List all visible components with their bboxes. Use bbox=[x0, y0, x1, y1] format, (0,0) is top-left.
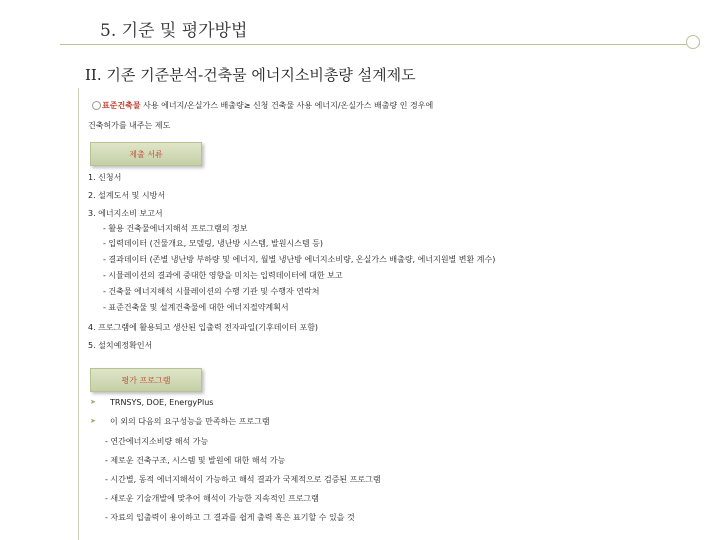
program-line: 이 외의 다음의 요구성능을 만족하는 프로그램 bbox=[110, 417, 270, 426]
intro-line-1 bbox=[102, 100, 433, 111]
doc-subline: - 건축물 에너지해석 시뮬레이션의 수행 기관 및 수행자 연락처 bbox=[103, 287, 320, 296]
intro-lead: 표준건축물 bbox=[102, 101, 141, 110]
program-subline: - 제로운 건축구조, 시스템 및 발원에 대한 해석 가능 bbox=[105, 456, 286, 465]
doc-subline: - 표준건축물 및 설계건축물에 대한 에너지절약계획서 bbox=[103, 303, 289, 312]
documents-heading-box: 제출 서류 bbox=[90, 142, 202, 166]
doc-subline: - 활용 건축물에너지해석 프로그램의 정보 bbox=[103, 224, 248, 233]
doc-line: 4. 프로그램에 활용되고 생산된 입출력 전자파일(기후데이터 포함) bbox=[88, 323, 319, 332]
program-subline: - 연간에너지소비량 해석 가능 bbox=[105, 437, 209, 446]
doc-subline: - 시뮬레이션의 결과에 중대한 영향을 미치는 입력데이터에 대한 보고 bbox=[103, 271, 343, 280]
doc-subline: - 입력데이터 (건물개요, 모델링, 냉난방 시스템, 발원시스템 등) bbox=[103, 239, 324, 248]
doc-line: 2. 설계도서 및 시방서 bbox=[88, 191, 166, 200]
programs-heading-box: 평가 프로그램 bbox=[90, 368, 202, 392]
intro-line-2: 건축허가를 내주는 제도 bbox=[88, 121, 171, 130]
program-line: TRNSYS, DOE, EnergyPlus bbox=[110, 398, 214, 407]
intro-rest: 사용 에너지/온실가스 배출량≥ 신청 건축물 사용 에너지/온실가스 배출량 인 경우에 bbox=[140, 101, 434, 110]
left-vertical-rule bbox=[78, 88, 79, 540]
doc-line: 3. 에너지소비 보고서 bbox=[88, 209, 163, 218]
header-circle-ornament bbox=[686, 35, 700, 49]
bullet-circle-icon bbox=[92, 101, 101, 110]
header-rule bbox=[60, 44, 700, 45]
doc-line: 1. 신청서 bbox=[88, 173, 122, 182]
page-title: 5. 기준 및 평가방법 bbox=[100, 21, 248, 41]
arrow-bullet-icon: ➤ bbox=[90, 417, 96, 425]
program-subline: - 새로운 기술개발에 맞추어 해석이 가능한 지속적인 프로그램 bbox=[105, 494, 319, 503]
program-subline: - 자료의 입출력이 용이하고 그 결과를 쉽게 출력 혹은 표기할 수 있을 것 bbox=[105, 513, 355, 522]
arrow-bullet-icon: ➤ bbox=[90, 398, 96, 406]
section-subtitle: II. 기존 기준분석-건축물 에너지소비총량 설계제도 bbox=[85, 66, 416, 84]
doc-subline: - 결과데이터 (존별 냉난방 부하량 및 에너지, 월별 냉난방 에너지소비량, 온실가스 배출량, 에너지원별 변환 계수) bbox=[103, 255, 496, 264]
program-subline: - 시간별, 동적 에너지해석이 가능하고 해석 결과가 국제적으로 검증된 프로그램 bbox=[105, 475, 381, 484]
doc-line: 5. 설치예정확인서 bbox=[88, 341, 153, 350]
